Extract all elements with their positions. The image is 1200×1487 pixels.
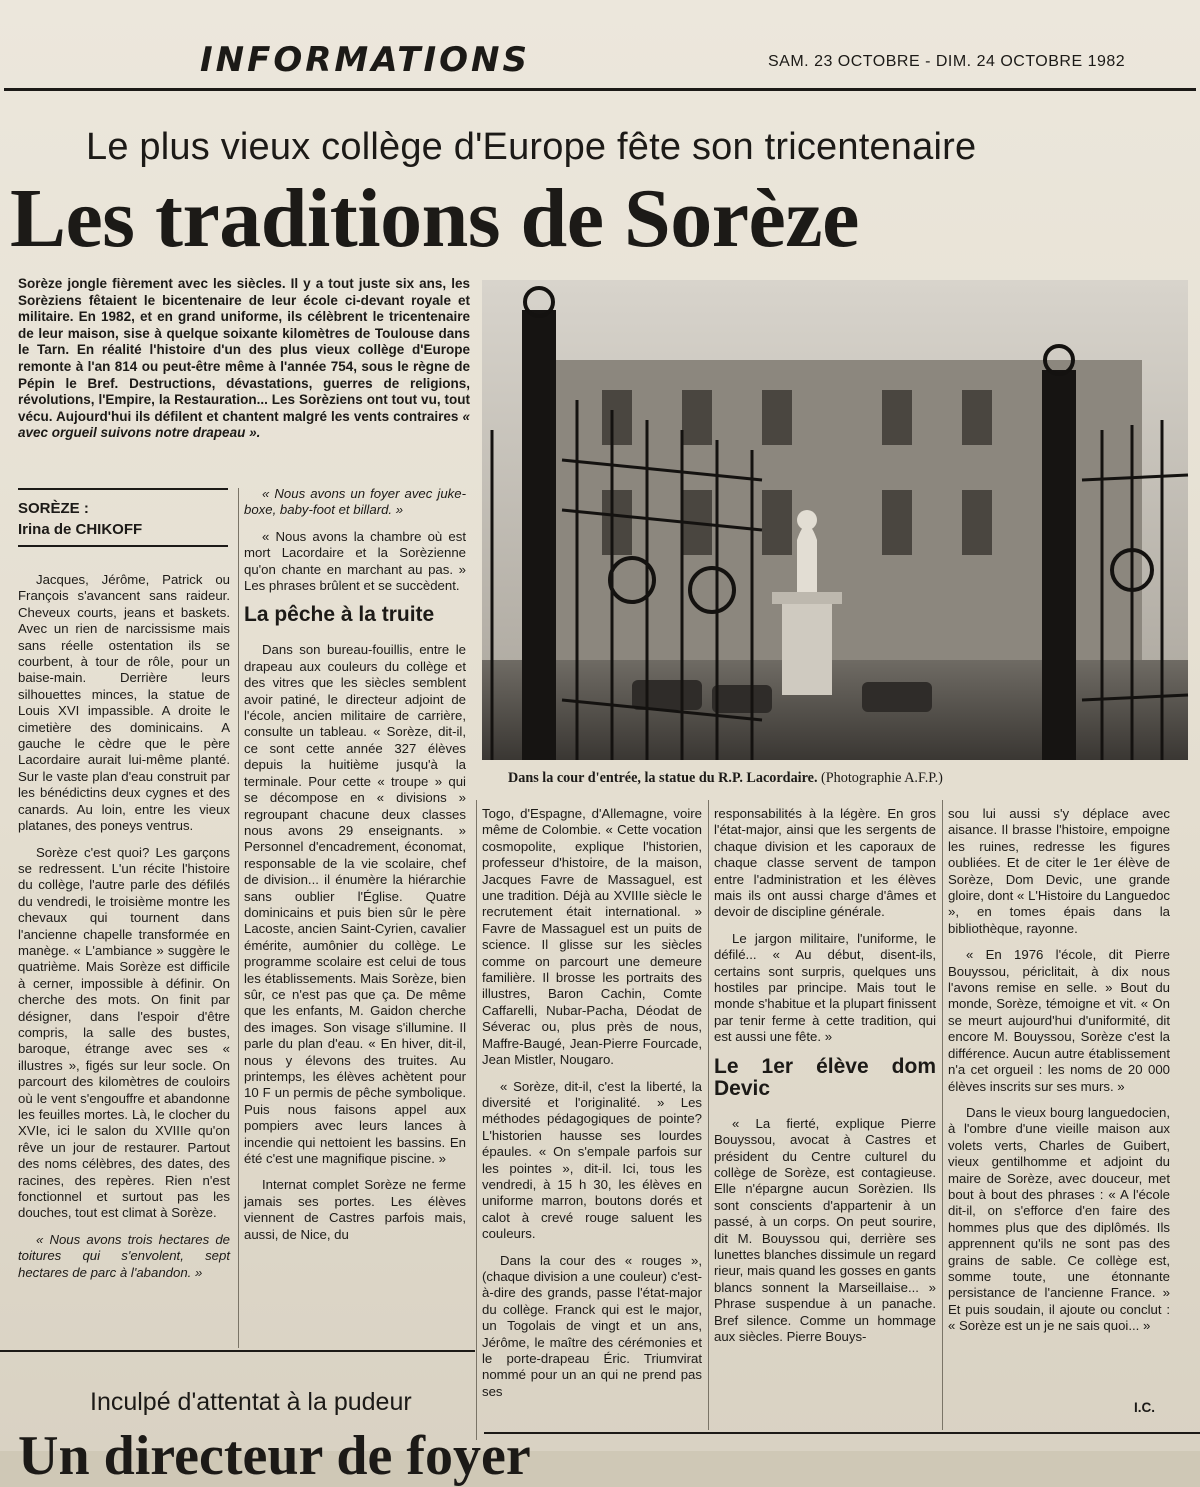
next-article-headline: Un directeur de foyer	[18, 1425, 531, 1487]
page-bottom-rule	[484, 1432, 1200, 1434]
paragraph: « Nous avons trois hectares de toitures qui s'envolent, sept hectares de parc à l'abandon. »	[18, 1231, 230, 1280]
paragraph: Sorèze c'est quoi? Les garçons se redressent. L'un récite l'histoire du collège, l'autre parle des défilés du vendredi, le troisième montre les chevaux qui tournent dans l'ancienne chapelle transformée en manège. « L'ambiance » suggère le quatrième. Mais Sorèze est difficile à cerner, impossible à définir. On cherche des mots. On finit par désigner, dans l'espoir d'être compris, la salle des bustes, baroque, étrange avec ses « illustres », figés sur leur socle. On parcourt des kilomètres de couloirs où le vent s'engouffre et abandonne les feuilles mortes. Là, le clocher du XVIe, ici le salon du XVIIIe qu'on rêve un jour de restaurer. Partout des noms célèbres, des dates, des racines, des repères. Rien n'est fonctionnel et surtout pas les douches, tout est climat à Sorèze.	[18, 844, 230, 1221]
column-rule	[942, 800, 943, 1430]
byline-rule-top	[18, 488, 228, 490]
lead-quote: « avec orgueil suivons notre drapeau ».	[18, 408, 470, 441]
column-rule	[476, 800, 477, 1440]
issue-date: SAM. 23 OCTOBRE - DIM. 24 OCTOBRE 1982	[768, 53, 1126, 70]
article-lead	[18, 276, 470, 442]
paragraph: Dans la cour des « rouges », (chaque division a une couleur) c'est-à-dire des grands, passe l'état-major du collège. Franck qui est le major, un Togolais de vingt et un ans, Jérôme, le maître des cérémonies et le porte-drapeau Éric. Triumvirat nommé pour un an qui ne prend pas ses	[482, 1252, 702, 1399]
caption-text: Dans la cour d'entrée, la statue du R.P. Lacordaire.	[508, 770, 818, 786]
article-kicker: Le plus vieux collège d'Europe fête son tricentenaire	[86, 126, 977, 168]
paragraph: « En 1976 l'école, dit Pierre Bouyssou, périclitait, à dix nous l'avons remise en selle. » Bout du monde, Sorèze, témoigne et vit. « On se meurt aujourd'hui d'uniformité, dit encore M. Bouyssou, Sorèze c'est la différence. Aucun autre établissement n'a cet orgueil : les noms de 20 000 élèves inscrits sur ses murs. »	[948, 947, 1170, 1094]
paragraph: Dans le vieux bourg languedocien, à l'ombre d'une vieille maison aux volets verts, Charles de Guibert, vieux gentilhomme et adjoint du maire de Sorèze, avec douceur, met bout à bout des phrases : « A l'école dit-il, on s'efforce d'en faire des hommes plus que des diplômés. Ils apprennent qu'ils ne sont pas des grains de sable. Ce collège est, somme toute, une étonnante persistance de l'ancienne France. » Et puis soudain, il ajoute ou conclut : « Sorèze est un je ne sais quoi... »	[948, 1104, 1170, 1334]
column-rule	[708, 800, 709, 1430]
subheading: Le 1er élève dom Devic	[714, 1054, 936, 1100]
byline-author: Irina de CHIKOFF	[18, 521, 143, 538]
header-rule	[4, 88, 1196, 91]
paragraph: « Sorèze, dit-il, c'est la liberté, la diversité et l'originalité. » Les méthodes pédagogiques de pointe? L'historien hausse ses lourdes épaules. « On s'empale parfois sur les pointes », dit-il. Ici, tous les vendredi, à 15 h 30, les élèves en uniforme marron, boutons dorés et calot à crevé rouge saluent les couleurs.	[482, 1078, 702, 1242]
section-heading: INFORMATIONS	[200, 40, 530, 80]
article-end-rule	[0, 1350, 475, 1352]
article-photo	[482, 280, 1188, 760]
paragraph: Togo, d'Espagne, d'Allemagne, voire même de Colombie. « Cette vocation cosmopolite, explique l'historien, professeur d'histoire, de la maison, Jacques Favre de Massaguel, est une tradition. Déjà au XVIIIe siècle le recrutement était international. » Favre de Massaguel est un puits de science. Il glisse sur les siècles comme on parcourt une demeure familière. Il brosse les portraits des illustres, Baron Cachin, Comte Caffarelli, Nubar-Pacha, Déodat de Séverac ou, plus près de nous, Maffre-Baugé, Jean-Pierre Fourcade, Jean Mistler, Nougaro.	[482, 806, 702, 1068]
subheading: La pêche à la truite	[244, 603, 435, 627]
lead-text: Sorèze jongle fièrement avec les siècles. Il y a tout juste six ans, les Sorèziens fêtaient le bicentenaire de leur école ci-devant royale et militaire. En 1982, et en grand uniforme, ils célèbrent le tricentenaire de leur maison, sise à quelque soixante kilomètres de Toulouse dans le Tarn. En réalité l'histoire d'un des plus vieux collège d'Europe remonte à l'an 814 ou peut-être même à l'année 754, sous le règne de Pépin le Bref. Destructions, dévastations, guerres de religions, révolutions, l'Empire, la Restauration... Les Sorèziens ont tout vu, tout vécu. Aujourd'hui ils défilent et chantent malgré les vents contraires	[18, 276, 470, 424]
article-column-3	[482, 806, 702, 1410]
article-column-1	[18, 572, 230, 1291]
paragraph: « Nous avons la chambre où est mort Lacordaire et la Sorèzienne qu'on chante en marchant au pas. » Les phrases brûlent et se succèdent.	[244, 528, 466, 594]
dateline: SORÈZE :	[18, 500, 89, 517]
paragraph: Internat complet Sorèze ne ferme jamais ses portes. Les élèves viennent de Castres parfois mais, aussi, de Nice, du	[244, 1177, 466, 1242]
column-rule	[238, 488, 239, 1348]
byline-rule-bottom	[18, 545, 228, 547]
next-article-kicker: Inculpé d'attentat à la pudeur	[90, 1388, 412, 1416]
article-column-5	[948, 806, 1170, 1345]
article-column-4	[714, 806, 936, 1355]
paragraph: Dans son bureau-fouillis, entre le drapeau aux couleurs du collège et des vitres que les siècles semblent avoir patiné, le directeur adjoint de l'école, ancien militaire de carrière, consulte un tableau. « Sorèze, dit-il, ce sont cette année 327 élèves depuis la huitième jusqu'à la terminale. Pour cette « troupe » qui se décompose en « divisions » regroupant chacune deux classes nous avons 29 enseignants. » Personnel d'encadrement, économat, responsable de la vie scolaire, chef de division... il énumère la hiérarchie sans oublier l'Église. Quatre dominicains et puis bien sûr le père Lacoste, ancien Saint-Cyrien, cavalier émérite, aumônier du collège. Le programme scolaire est celui de tous les établissements. Mais Sorèze, bien sûr, ce n'est pas que ça. De même que les enfants, M. Gaidon cherche des images. Son visage s'illumine. Il parle du plan d'eau. « En hiver, dit-il, nous y élevons des truites. Au printemps, les élèves achètent pour 10 F un permis de pêche symbolique. Puis nous faisons appel aux pompiers avec leurs lances à incendie qui nettoient les bassins. En été c'est une magnifique piscine. »	[244, 642, 466, 1167]
author-initials: I.C.	[1134, 1400, 1156, 1415]
paragraph: « La fierté, explique Pierre Bouyssou, avocat à Castres et président du Centre culturel du collège de Sorèze, est contagieuse. Elle n'épargne aucun Sorèzien. Ils sont conscients d'appartenir à un passé, à un corps. On peut sourire, dit M. Bouyssou qui, derrière ses lunettes blanches dissimule un regard rieur, mais quand les gosses en gants blancs sonnent la Marseillaise... » Phrase suspendue à un panache. Bref silence. Comme un hommage aux siècles. Pierre Bouys-	[714, 1115, 936, 1344]
article-headline: Les traditions de Sorèze	[10, 172, 859, 265]
paragraph: « Nous avons un foyer avec juke-boxe, baby-foot et billard. »	[244, 486, 466, 518]
photo-gate-courtyard	[482, 280, 1188, 760]
paragraph: sou lui aussi s'y déplace avec aisance. Il brasse l'histoire, empoigne les ruines, redresse les figures oubliées. Et de citer le 1er élève de Sorèze, Dom Devic, une grande gloire, dont « L'Histoire du Languedoc », en tomes épais dans la bibliothèque, rayonne.	[948, 806, 1170, 936]
paragraph: responsabilités à la légère. En gros l'état-major, ainsi que les sergents de chaque division et les caporaux de chaque classe servent de tampon entre l'administration et les élèves mais ils ont aussi charge d'âmes et devoir de discipline générale.	[714, 806, 936, 920]
photo-caption	[508, 770, 1188, 787]
paragraph: Jacques, Jérôme, Patrick ou François s'avancent sans raideur. Cheveux courts, jeans et baskets. Avec un rien de narcissisme mais sans réelle ostentation ils se courbent, à tour de rôle, pour un baise-main. Derrière leurs silhouettes minces, la statue de Louis XVI impassible. A droite le cimetière des dominicains. A gauche le cèdre que le père Lacordaire aurait lui-même planté. Sur le vaste plan d'eau construit par les bénédictins deux cygnes et des canards. Au loin, entre les vieux platanes, des poneys ventrus.	[18, 572, 230, 834]
photo-credit: (Photographie A.F.P.)	[821, 770, 943, 786]
paragraph: Le jargon militaire, l'uniforme, le défilé... « Au début, disent-ils, certains sont surpris, quelques uns hostiles par principe. Mais tout le monde s'habitue et la plupart finissent par tenir ferme à cette tradition, qui est aussi une fête. »	[714, 930, 936, 1045]
article-column-2	[244, 486, 466, 1253]
